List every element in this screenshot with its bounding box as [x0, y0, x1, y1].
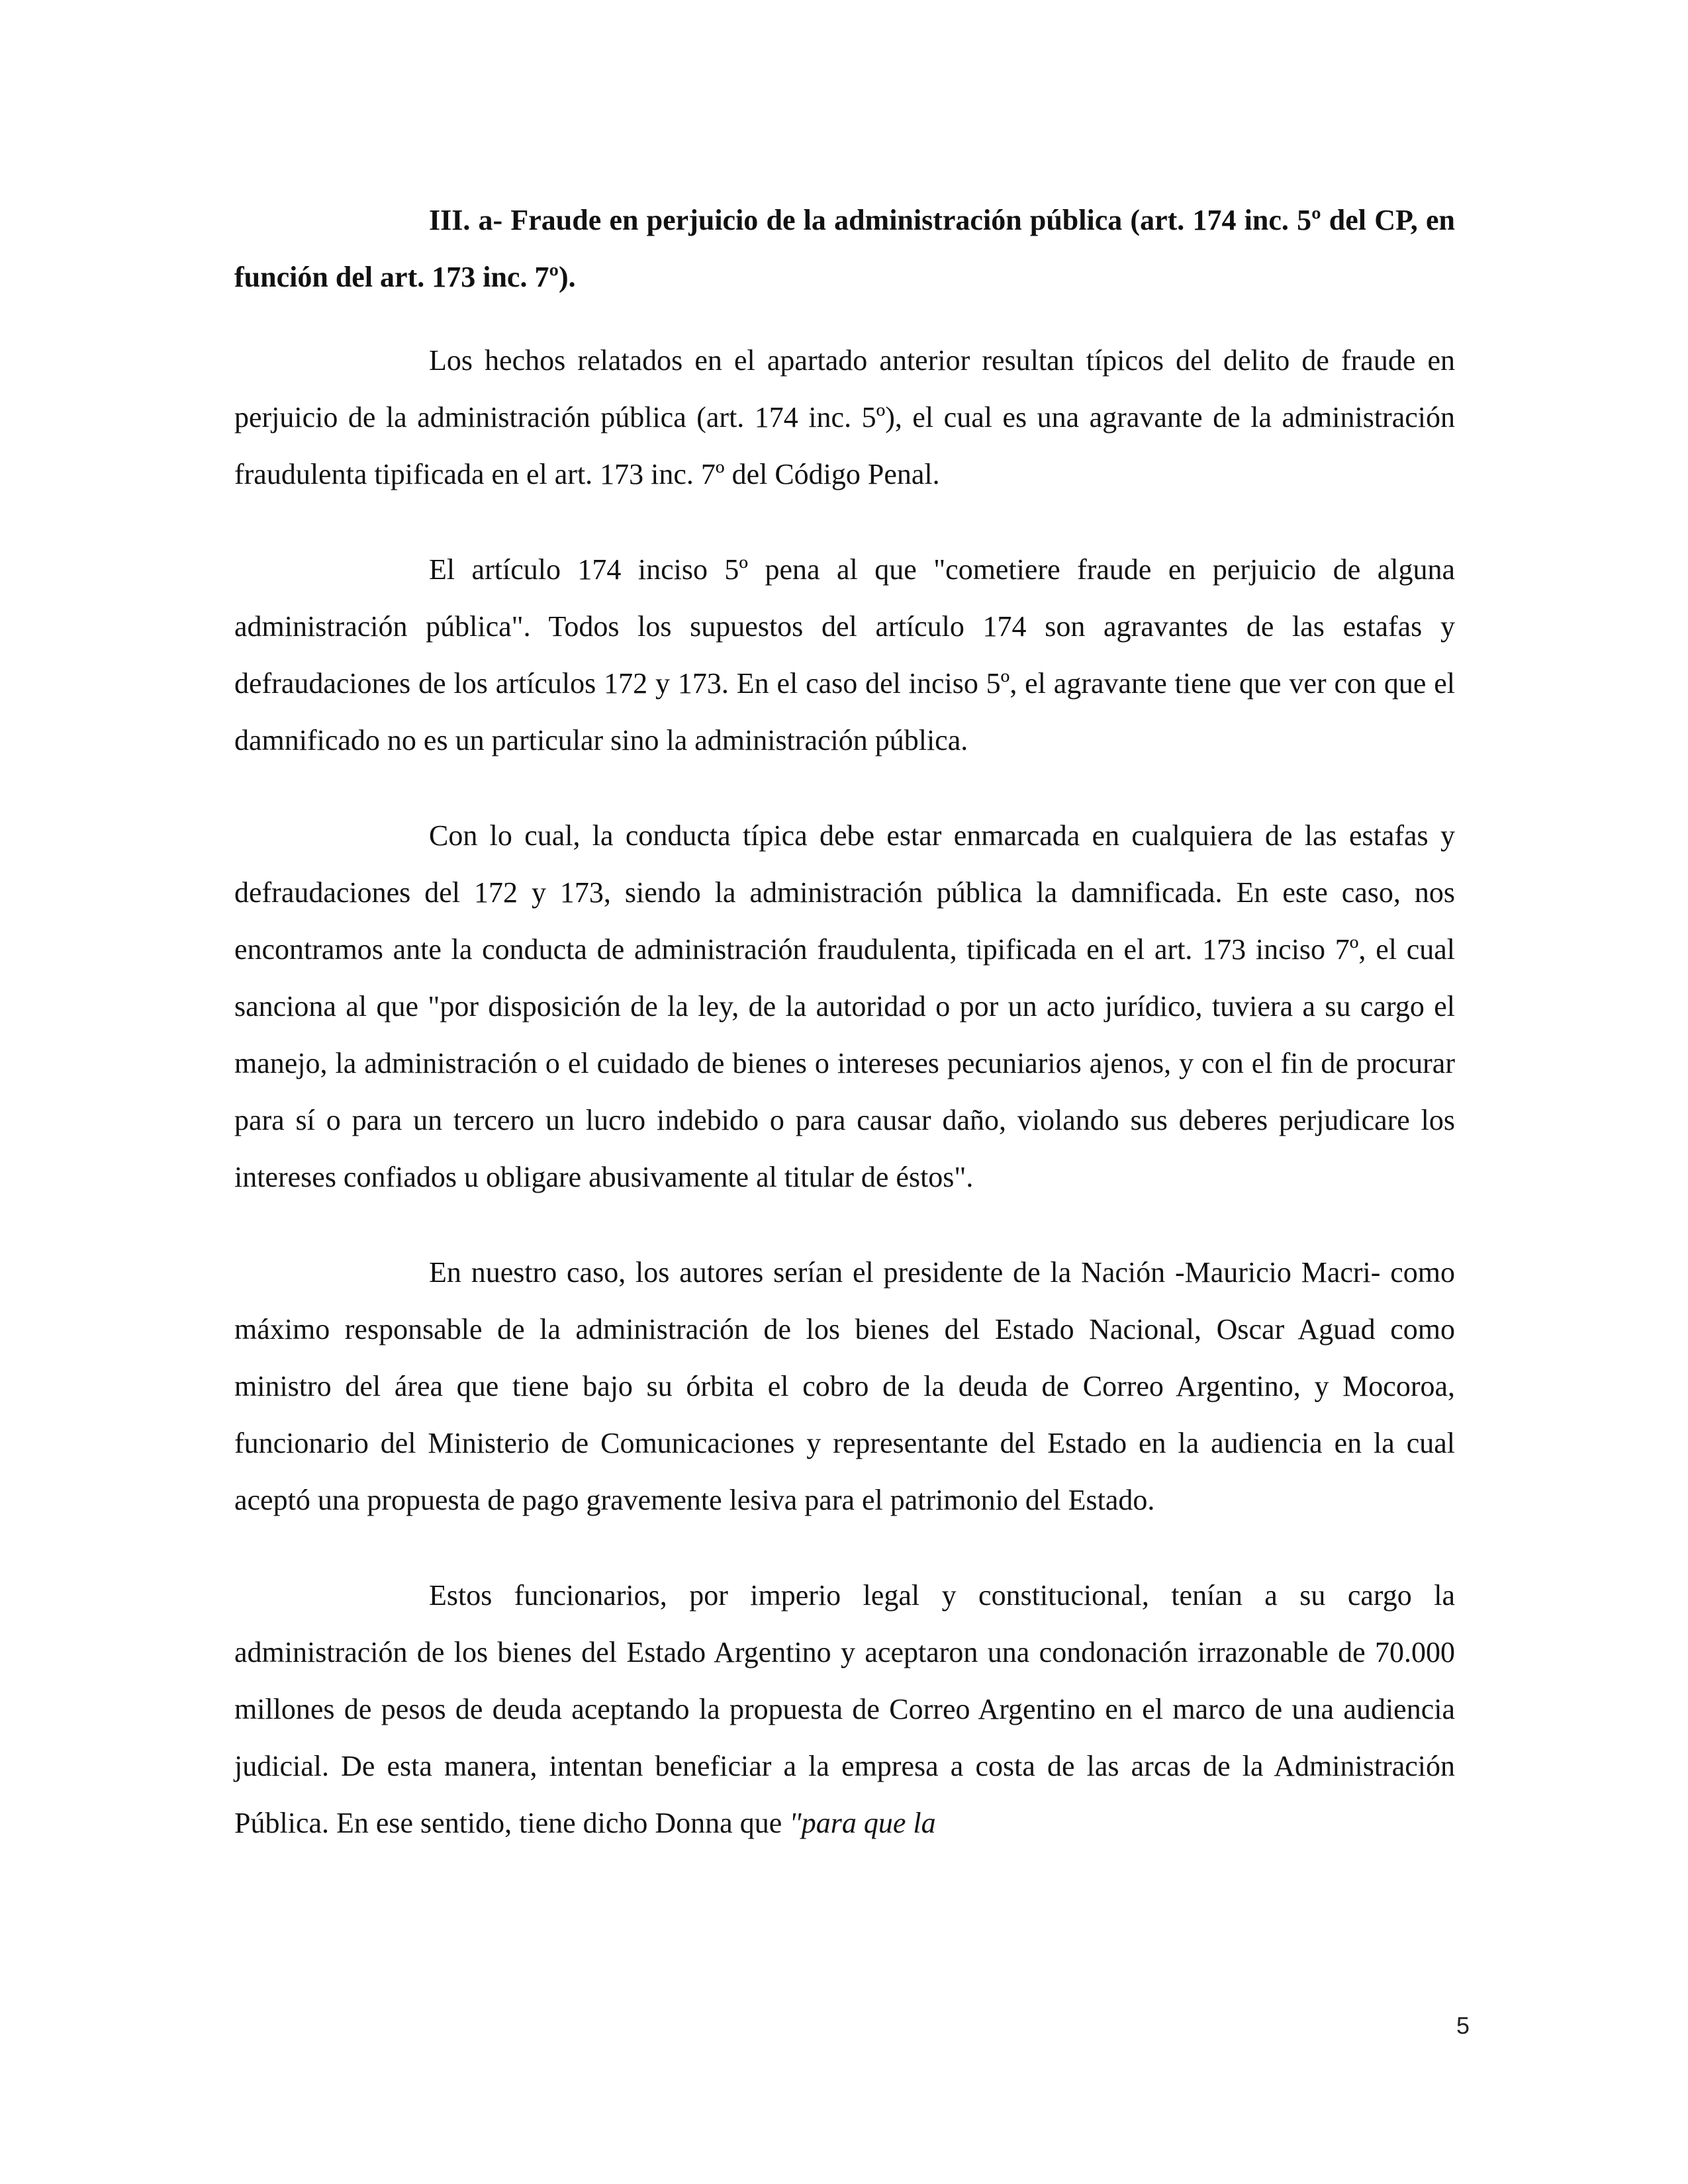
paragraph-5-text: Estos funcionarios, por imperio legal y constitucional, tenían a su cargo la administración de los bienes del Estado Argentino y aceptaron una condonación irrazonable de 70.000 millones de pesos de deuda aceptando la propuesta de Correo Argentino en el marco de una audiencia judicial. De esta manera, intentan beneficiar a la empresa a costa de las arcas de la Administración Pública. En ese sentido, tiene dicho Donna que: [234, 1579, 1455, 1839]
paragraph-4: En nuestro caso, los autores serían el presidente de la Nación -Mauricio Macri- como máximo responsable de la administración de los bienes del Estado Nacional, Oscar Aguad como ministro del área que tiene bajo su órbita el cobro de la deuda de Correo Argentino, y Mocoroa, funcionario del Ministerio de Comunicaciones y representante del Estado en la audiencia en la cual aceptó una propuesta de pago gravemente lesiva para el patrimonio del Estado.: [234, 1256, 1455, 1516]
paragraph-3: Con lo cual, la conducta típica debe estar enmarcada en cualquiera de las estafas y defraudaciones del 172 y 173, siendo la administración pública la damnificada. En este caso, nos encontramos ante la conducta de administración fraudulenta, tipificada en el art. 173 inciso 7º, el cual sanciona al que "por disposición de la ley, de la autoridad o por un acto jurídico, tuviera a su cargo el manejo, la administración o el cuidado de bienes o intereses pecuniarios ajenos, y con el fin de procurar para sí o para un tercero un lucro indebido o para causar daño, violando sus deberes perjudicare los intereses confiados u obligare abusivamente al titular de éstos".: [234, 819, 1455, 1193]
section-heading: III. a- Fraude en perjuicio de la administración pública (art. 174 inc. 5º del CP, en función del art. 173 inc. 7º).: [234, 204, 1455, 293]
paragraph-5-italic-quote: "para que la: [789, 1807, 936, 1839]
paragraph-5: [234, 1567, 1455, 1852]
paragraph-2: El artículo 174 inciso 5º pena al que "cometiere fraude en perjuicio de alguna administración pública". Todos los supuestos del artículo 174 son agravantes de las estafas y defraudaciones de los artículos 172 y 173. En el caso del inciso 5º, el agravante tiene que ver con que el damnificado no es un particular sino la administración pública.: [234, 553, 1455, 756]
document-body: [234, 192, 1455, 1890]
paragraph-1: Los hechos relatados en el apartado anterior resultan típicos del delito de fraude en perjuicio de la administración pública (art. 174 inc. 5º), el cual es una agravante de la administración fraudulenta tipificada en el art. 173 inc. 7º del Código Penal.: [234, 344, 1455, 490]
page-number: 5: [1456, 2012, 1470, 2039]
